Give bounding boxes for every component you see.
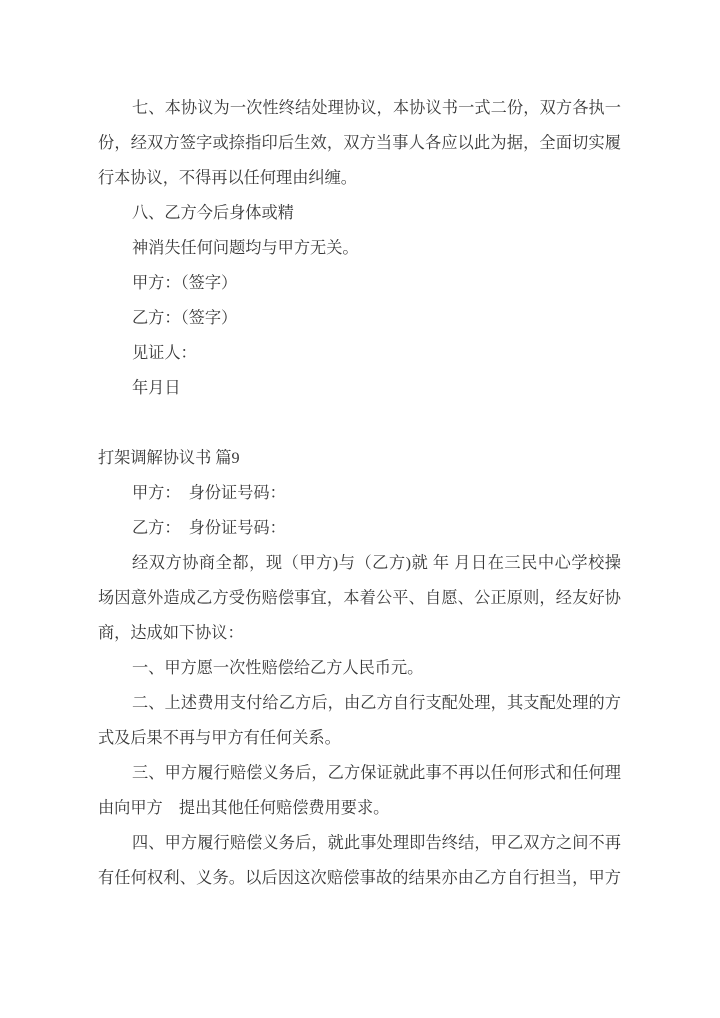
text-line: 年月日: [132, 379, 181, 397]
paragraph: [98, 266, 621, 301]
text-line: 经双方协商全都，现（甲方)与（乙方)就 年 月日在三民中心学校操: [132, 554, 621, 572]
paragraph: [98, 546, 621, 651]
text-line: 场因意外造成乙方受伤赔偿事宜，本着公平、自愿、公正原则，经友好协: [98, 589, 621, 607]
text-line: 一、甲方愿一次性赔偿给乙方人民币元。: [132, 659, 424, 677]
paragraph: [98, 756, 621, 826]
paragraph: [98, 91, 621, 196]
text-line: 三、甲方履行赔偿义务后，乙方保证就此事不再以任何形式和任何理: [132, 764, 621, 782]
paragraph: [98, 301, 621, 336]
text-line: 神消失任何问题均与甲方无关。: [132, 239, 359, 257]
text-line: 四、甲方履行赔偿义务后，就此事处理即告终结，甲乙双方之间不再: [132, 834, 621, 852]
text-line: 甲方： 身份证号码：: [132, 484, 286, 502]
text-line: 乙方：（签字）: [132, 309, 238, 327]
document-title: 打架调解协议书 篇9: [98, 449, 240, 467]
text-line: 式及后果不再与甲方有任何关系。: [98, 729, 341, 747]
text-line: 份，经双方签字或捺指印后生效，双方当事人各应以此为据，全面切实履: [98, 134, 621, 152]
text-line: 甲方：（签字）: [132, 274, 238, 292]
text-line: 由向甲方 提出其他任何赔偿费用要求。: [98, 799, 390, 817]
paragraph: [98, 511, 621, 546]
text-line: 乙方： 身份证号码：: [132, 519, 286, 537]
paragraph: [98, 476, 621, 511]
paragraph: [98, 826, 621, 896]
paragraph: [98, 196, 621, 231]
paragraph: [98, 651, 621, 686]
text-line: 有任何权利、义务。以后因这次赔偿事故的结果亦由乙方自行担当，甲方: [98, 869, 621, 887]
text-line: 行本协议，不得再以任何理由纠缠。: [98, 169, 357, 187]
text-line: 八、乙方今后身体或精: [132, 204, 294, 222]
text-line: 见证人：: [132, 344, 197, 362]
text-line: 七、本协议为一次性终结处理协议，本协议书一式二份，双方各执一: [132, 99, 621, 117]
paragraph: [98, 231, 621, 266]
paragraph: [98, 371, 621, 406]
paragraph: [98, 336, 621, 371]
text-line: 二、上述费用支付给乙方后，由乙方自行支配处理，其支配处理的方: [132, 694, 621, 712]
text-line: 商，达成如下协议：: [98, 624, 244, 642]
section-heading: [98, 441, 621, 476]
paragraph: [98, 686, 621, 756]
